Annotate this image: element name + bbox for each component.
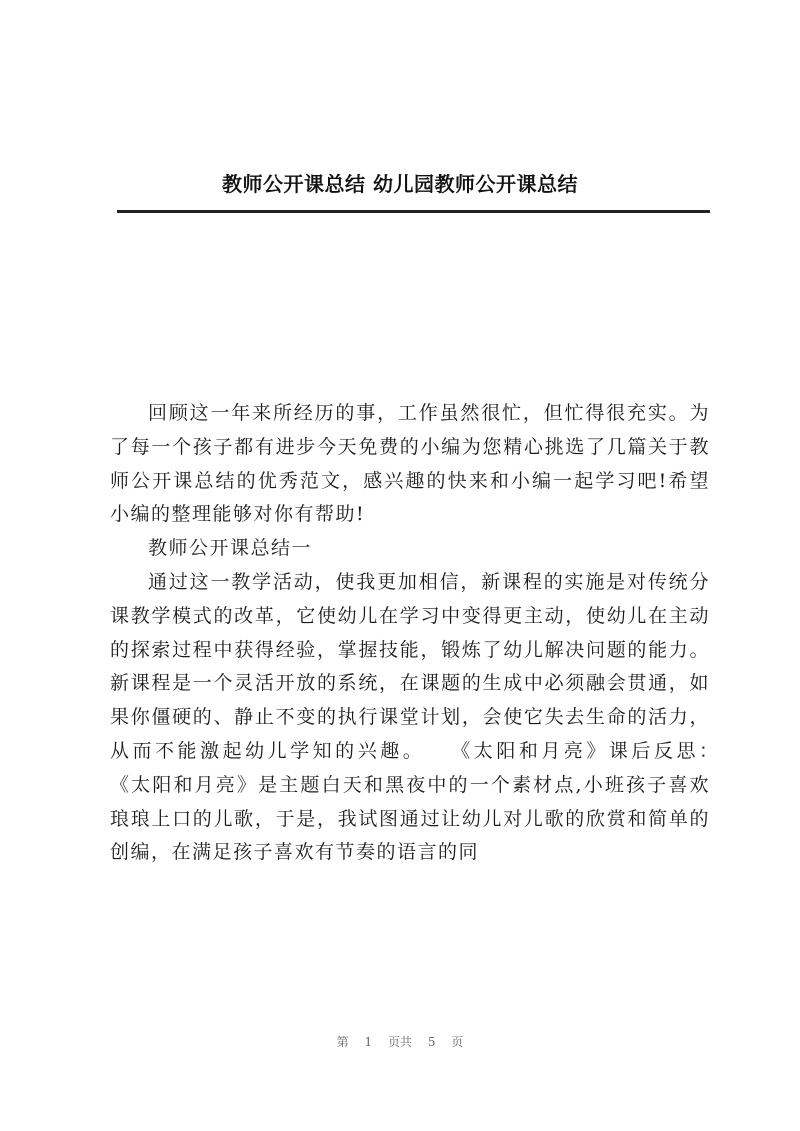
section-paragraph: 通过这一教学活动，使我更加相信，新课程的实施是对传统分课教学模式的改革，它使幼儿在学习中变得更主动，使幼儿在主动的探索过程中获得经验，掌握技能，锻炼了幼儿解决问题的能力。新课程是一个灵活开放的系统，在课题的生成中必须融会贯通，如果你僵硬的、静止不变的执行课堂计划，会使它失去生命的活力，从而不能激起幼儿学知的兴趣。 《太阳和月亮》课后反思： 《太阳和月亮》是主题白天和黑夜中的一个素材点,小班孩子喜欢琅琅上口的儿歌，于是，我试图通过让幼儿对儿歌的欣赏和简单的创编，在满足孩子喜欢有节奏的语言的同 — [110, 570, 752, 864]
intro-paragraph: 回顾这一年来所经历的事，工作虽然很忙，但忙得很充实。为了每一个孩子都有进步今天免费的小编为您精心挑选了几篇关于教师公开课总结的优秀范文，感兴趣的快来和小编一起学习吧!希望小编的整理能够对你有帮助! — [110, 402, 710, 526]
page-current: 1 — [364, 1035, 373, 1049]
page-label-prefix: 第 — [336, 1035, 349, 1049]
document-body — [110, 397, 752, 870]
title-divider — [117, 210, 710, 213]
section-heading: 教师公开课总结一 — [148, 537, 313, 560]
page-label-suffix: 页 — [451, 1035, 464, 1049]
page-footer — [0, 1033, 800, 1050]
document-title: 教师公开课总结 幼儿园教师公开课总结 — [222, 172, 578, 196]
page-label-mid: 页共 — [387, 1035, 412, 1049]
page-total: 5 — [427, 1035, 436, 1049]
